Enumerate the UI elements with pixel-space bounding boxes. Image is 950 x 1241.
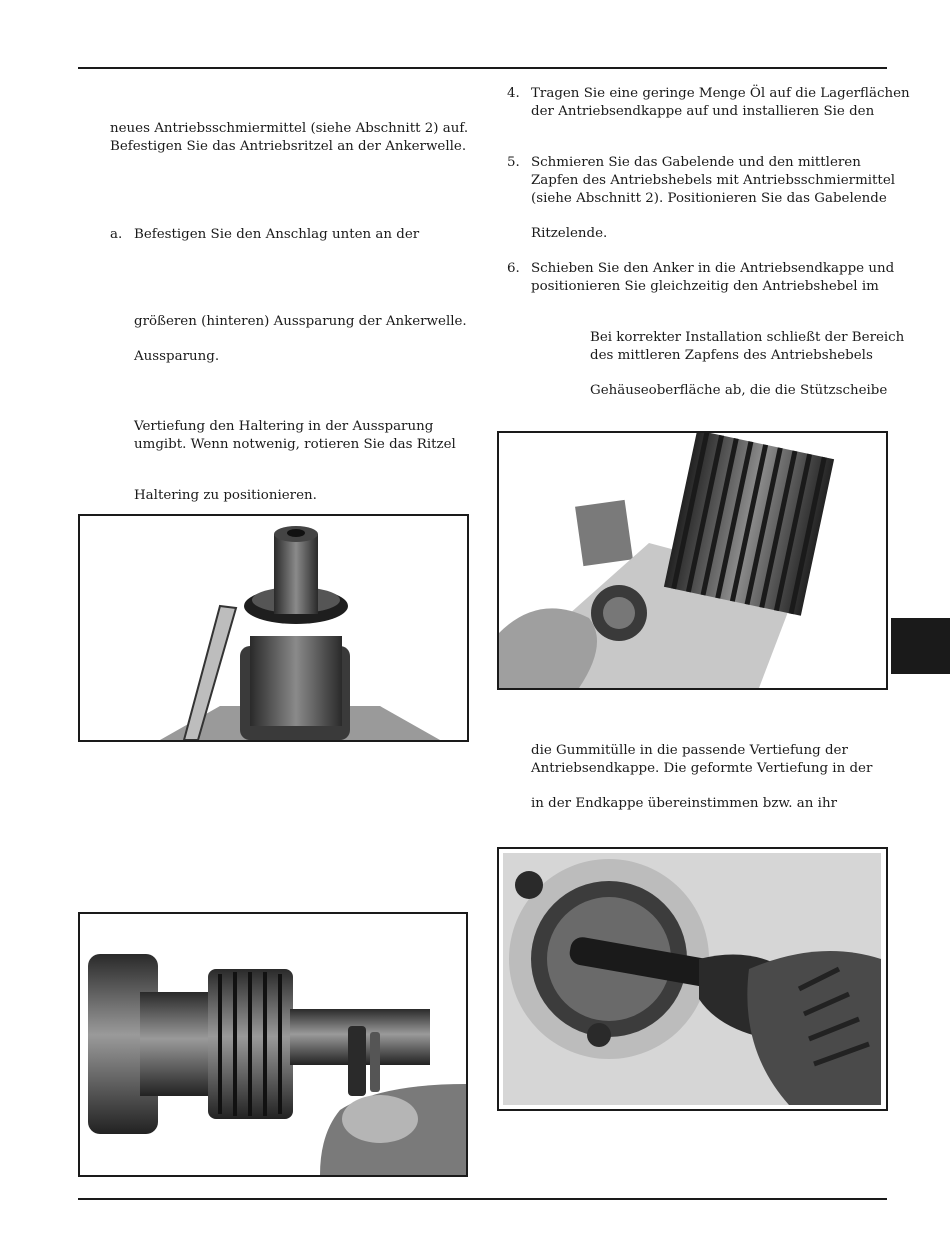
aussparung-line: Aussparung. bbox=[134, 349, 220, 364]
intro-line-2: Befestigen Sie das Antriebsritzel an der Ankerwelle. bbox=[110, 139, 467, 154]
grommet-line-1: die Gummitülle in die passende Vertiefung der bbox=[531, 743, 848, 758]
step-4-line-1: Tragen Sie eine geringe Menge Öl auf die Lagerflächen bbox=[531, 86, 910, 101]
haltering-line: Haltering zu positionieren. bbox=[134, 488, 317, 503]
grommet-line-3: in der Endkappe übereinstimmen bzw. an ihr bbox=[531, 796, 837, 811]
note-line-3: Gehäuseoberfläche ab, die die Stützscheibe bbox=[590, 383, 888, 398]
section-tab bbox=[891, 618, 950, 674]
step-4-number: 4. bbox=[507, 86, 520, 101]
step-6-line-2: positionieren Sie gleichzeitig den Antriebshebel im bbox=[531, 279, 879, 294]
step-5-number: 5. bbox=[507, 155, 520, 170]
photo-pinion-retainer bbox=[78, 912, 468, 1177]
vertiefung-line: Vertiefung den Haltering in der Aussparung bbox=[134, 419, 434, 434]
step-a-marker: a. bbox=[110, 227, 123, 242]
photo-lever-grommet bbox=[497, 847, 888, 1111]
step-a-text: Befestigen Sie den Anschlag unten an der bbox=[134, 227, 420, 242]
photo-pinion-screwdriver bbox=[78, 514, 469, 742]
grommet-line-2: Antriebsendkappe. Die geformte Vertiefung in der bbox=[531, 761, 873, 776]
umgibt-line: umgibt. Wenn notwenig, rotieren Sie das Ritzel bbox=[134, 437, 456, 452]
step-5-line-2: Zapfen des Antriebshebels mit Antriebsschmiermittel bbox=[531, 173, 896, 188]
photo-armature-endcap bbox=[497, 431, 888, 690]
step-4-line-2: der Antriebsendkappe auf und installieren Sie den bbox=[531, 104, 875, 119]
step-6-line-1: Schieben Sie den Anker in die Antriebsendkappe und bbox=[531, 261, 895, 276]
header-rule bbox=[78, 67, 887, 69]
intro-line-1: neues Antriebsschmiermittel (siehe Abschnitt 2) auf. bbox=[110, 121, 469, 136]
step-6-number: 6. bbox=[507, 261, 520, 276]
note-line-2: des mittleren Zapfens des Antriebshebels bbox=[590, 348, 873, 363]
step-5-line-3: (siehe Abschnitt 2). Positionieren Sie das Gabelende bbox=[531, 191, 887, 206]
step-5-line-4: Ritzelende. bbox=[531, 226, 608, 241]
groove-line: größeren (hinteren) Aussparung der Ankerwelle. bbox=[134, 314, 467, 329]
step-5-line-1: Schmieren Sie das Gabelende und den mittleren bbox=[531, 155, 861, 170]
footer-rule bbox=[78, 1198, 887, 1200]
note-line-1: Bei korrekter Installation schließt der Bereich bbox=[590, 330, 905, 345]
